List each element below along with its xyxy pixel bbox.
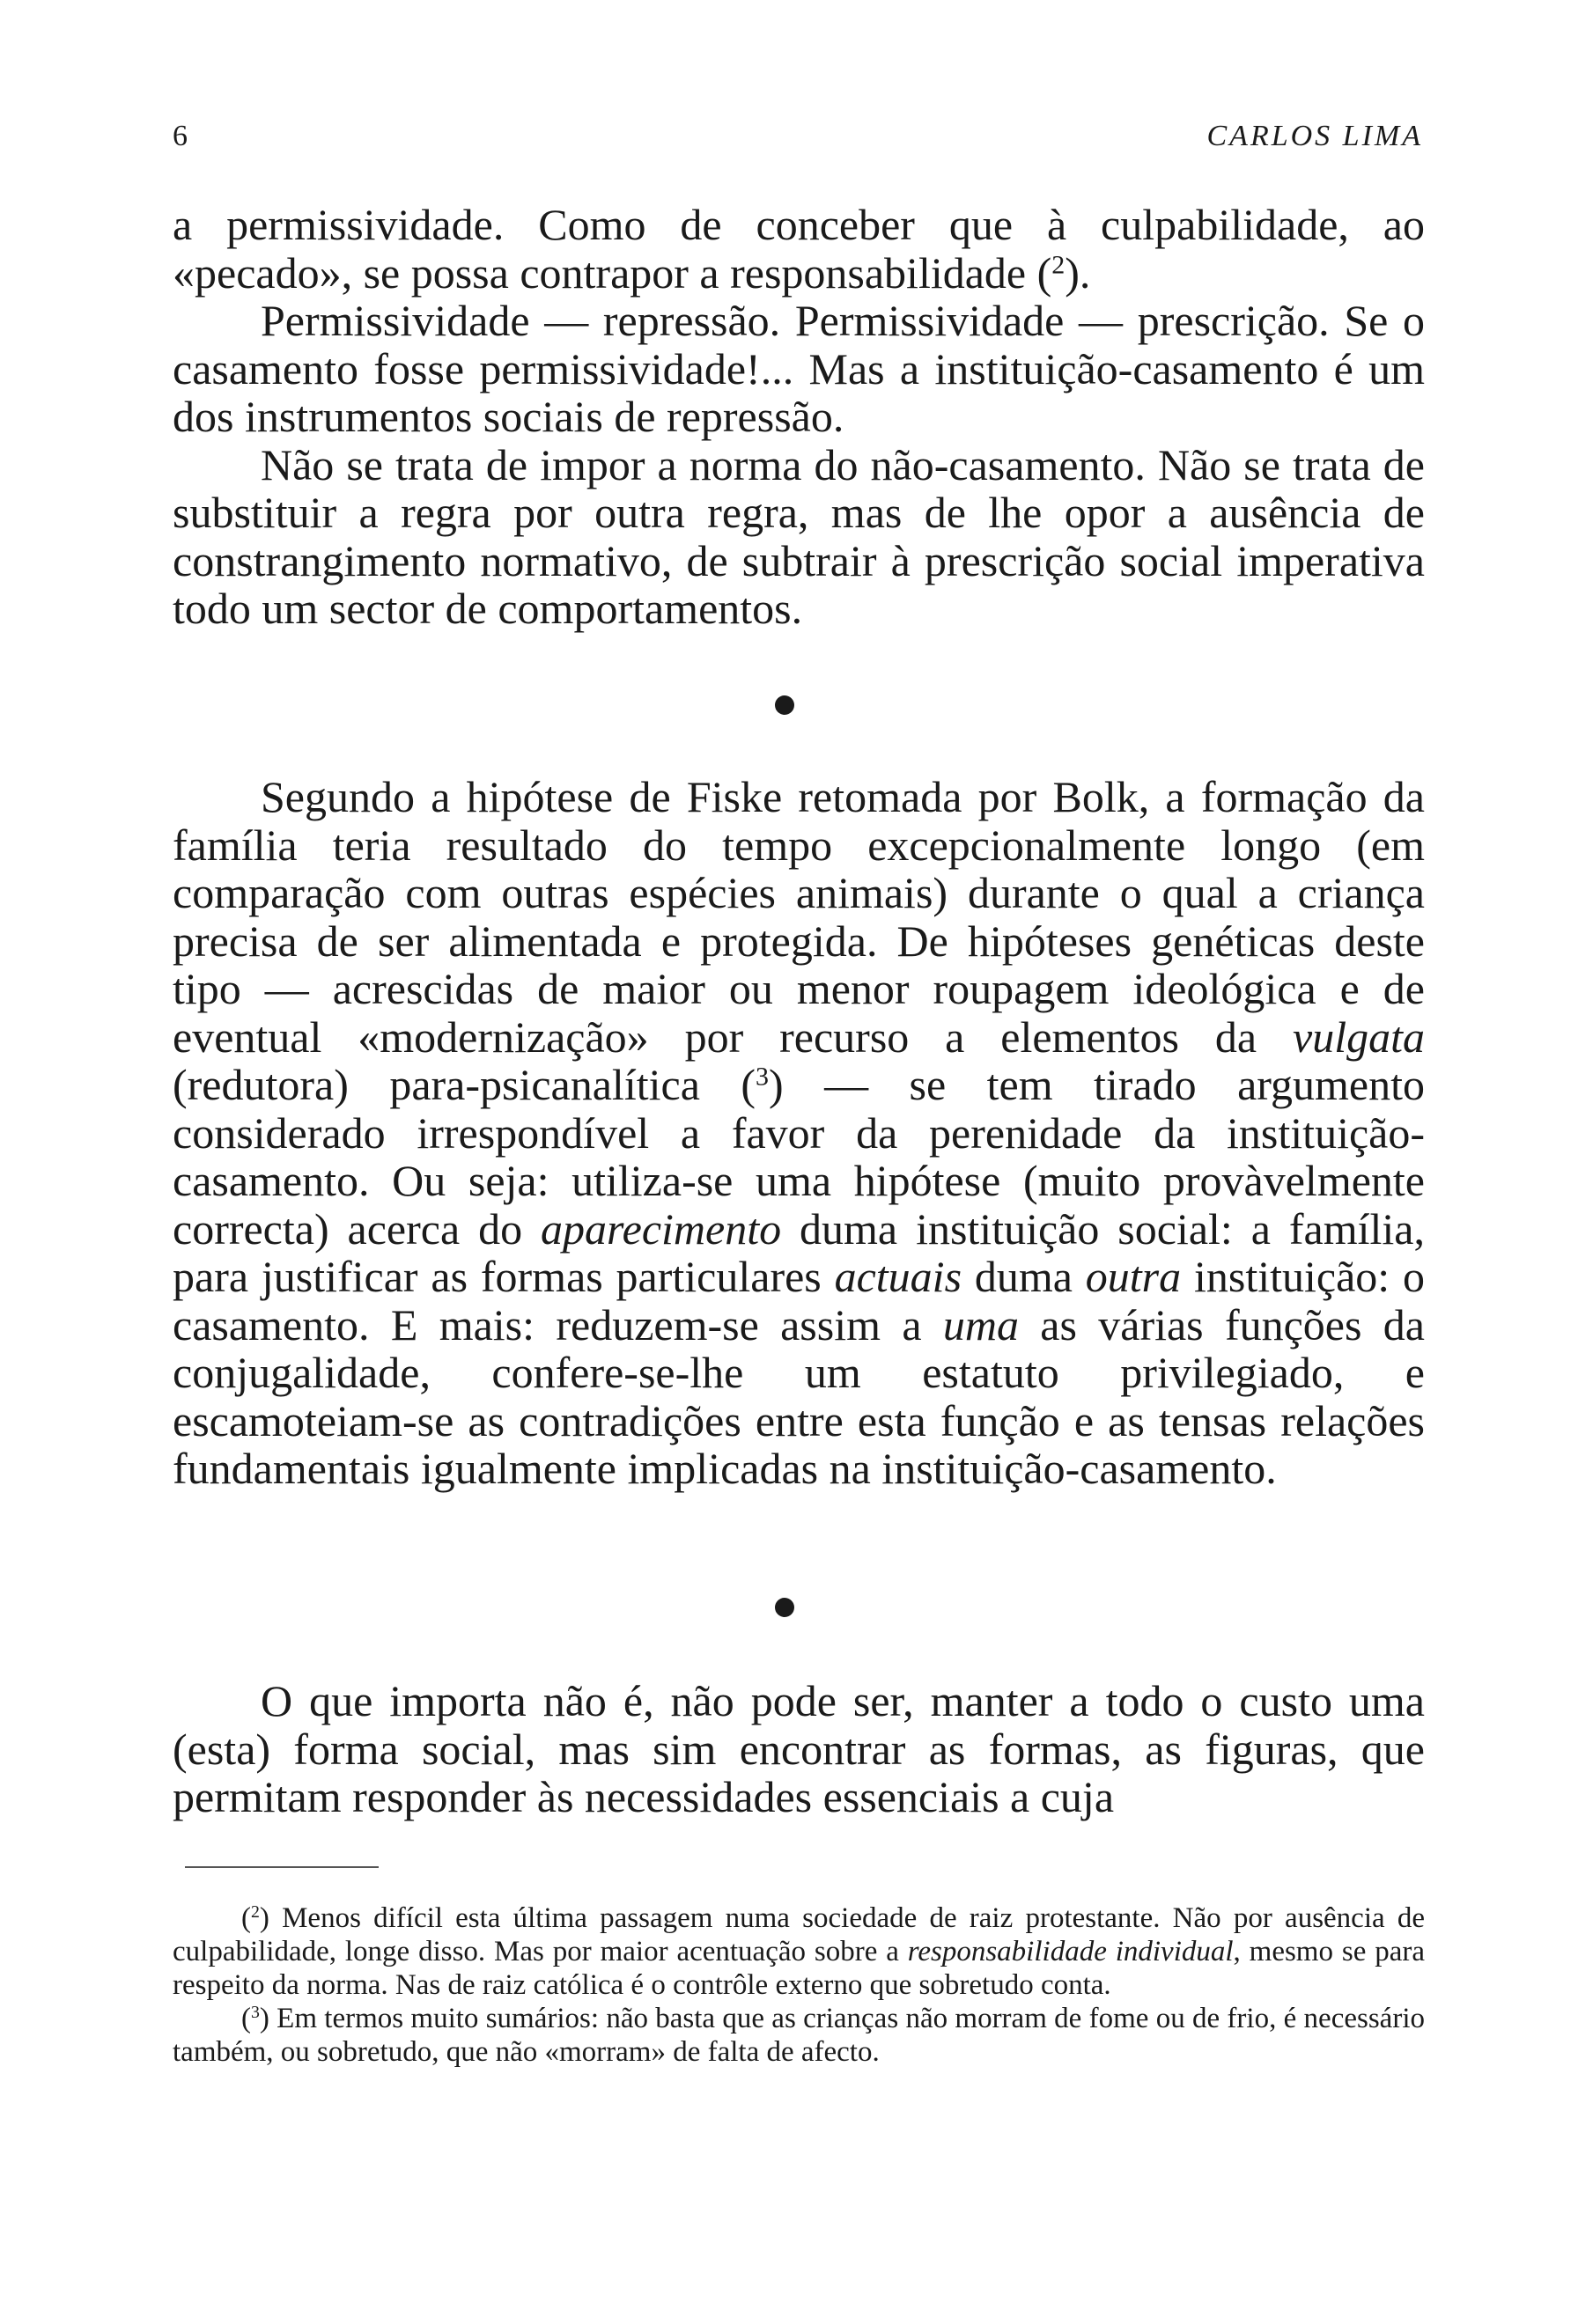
- footnote-marker: 2: [251, 1902, 260, 1923]
- section-permissividade: [173, 201, 1425, 633]
- italic-text: vulgata: [1293, 1011, 1425, 1062]
- italic-text: outra: [1085, 1252, 1182, 1301]
- italic-text: responsabilidade individual: [907, 1936, 1234, 1967]
- paragraph: Permissividade — repressão. Permissividade — prescrição. Se o casamento fosse permissividade!... Mas a instituição-casamento é um dos instrumentos sociais de repressão.: [173, 296, 1425, 441]
- footnote-text: Em termos muito sumários: não basta que as crianças não morram de fome ou de frio, é necessário também, ou sobretudo, que não «morram» de falta de afecto.: [173, 2003, 1425, 2068]
- page-header: [173, 120, 1423, 164]
- footnote-ref: 3: [755, 1062, 769, 1092]
- footnote-3: ($^3$) Em termos muito sumários: não basta que as crianças não morram de fome ou de frio, é necessário também, ou sobretudo, que não «morram» de falta de afecto.: [173, 2003, 1425, 2068]
- footnote-text: Menos difícil esta última passagem numa sociedade de raiz protestante. Não por ausência de culpabilidade, longe disso. Mas por maior acentuação sobre a: [173, 1902, 1425, 1967]
- footnote-text: , mesmo se para respeito da norma. Nas de raiz católica é o contrôle externo que sobretudo conta.: [173, 1936, 1425, 2001]
- footnote-ref: 2: [1051, 250, 1066, 279]
- paragraph: Não se trata de impor a norma do não-casamento. Não se trata de substituir a regra por outra regra, mas de lhe opor a ausência de constrangimento normativo, de subtrair à prescrição social imperativa todo um sector de comportamentos.: [173, 439, 1425, 633]
- paragraph-text: Segundo a hipótese de Fiske retomada por Bolk, a formação da família teria resultado do tempo excepcionalmente longo (em comparação com outras espécies animais) durante o qual a criança precisa de ser alimentada e protegida. De hipóteses genéticas deste tipo — acrescidas de maior ou menor roupagem ideológica e de eventual «modernização» por recurso a elementos da: [173, 772, 1425, 1062]
- paragraph: O que importa não é, não pode ser, manter a todo o custo uma (esta) forma social, mas sim encontrar as formas, as figuras, que permitam responder às necessidades essenciais a cuja: [173, 1676, 1425, 1821]
- paragraph: [173, 773, 1425, 1493]
- footnote-divider: [185, 1866, 379, 1868]
- section-fiske-bolk: [173, 773, 1425, 1493]
- page-number: 6: [173, 120, 188, 152]
- paragraph-text: ) — se tem tirado argumento considerado irrespondível a favor da perenidade da instituição-casamento. Ou seja: utiliza-se uma hipótese (muito provàvelmente correcta) acerca do: [173, 1060, 1426, 1254]
- paragraph-text: (redutora) para-psicanalítica (: [173, 1060, 756, 1109]
- paragraph-text: ).: [1065, 247, 1091, 298]
- footnote-marker: 3: [251, 2003, 260, 2023]
- footnotes: [173, 1901, 1425, 2069]
- paragraph: [173, 201, 1425, 297]
- italic-text: uma: [942, 1299, 1019, 1350]
- italic-text: aparecimento: [541, 1203, 782, 1254]
- paragraph-text: duma instituição social: a família, para justificar as formas particulares: [173, 1203, 1425, 1301]
- paragraph-text: as várias funções da conjugalidade, confere-se-lhe um estatuto privilegiado, e escamoteiam-se as contradições entre esta função e as tensas relações fundamentais igualmente implicadas na instituição-casamento.: [173, 1299, 1425, 1493]
- italic-text: actuais: [834, 1252, 962, 1301]
- section-separator-dot: [775, 1598, 794, 1617]
- paragraph-text: duma: [962, 1252, 1086, 1301]
- section-formas-sociais: [173, 1677, 1425, 1821]
- footnote-2: ($^2$) Menos difícil esta última passagem numa sociedade de raiz protestante. Não por ausência de culpabilidade, longe disso. Mas por maior acentuação sobre a responsabilidade individual, mesmo se para respeito da norma. Nas de raiz católica é o contrôle externo que sobretudo conta.: [173, 1902, 1425, 2001]
- running-head: CARLOS LIMA: [1206, 120, 1423, 152]
- section-separator-dot: [775, 695, 794, 715]
- paragraph-text: a permissividade. Como de conceber que à culpabilidade, ao «pecado», se possa contrapor a responsabilidade (: [173, 200, 1425, 298]
- paragraph-text: instituição: o casamento. E mais: reduzem-se assim a: [173, 1252, 1425, 1350]
